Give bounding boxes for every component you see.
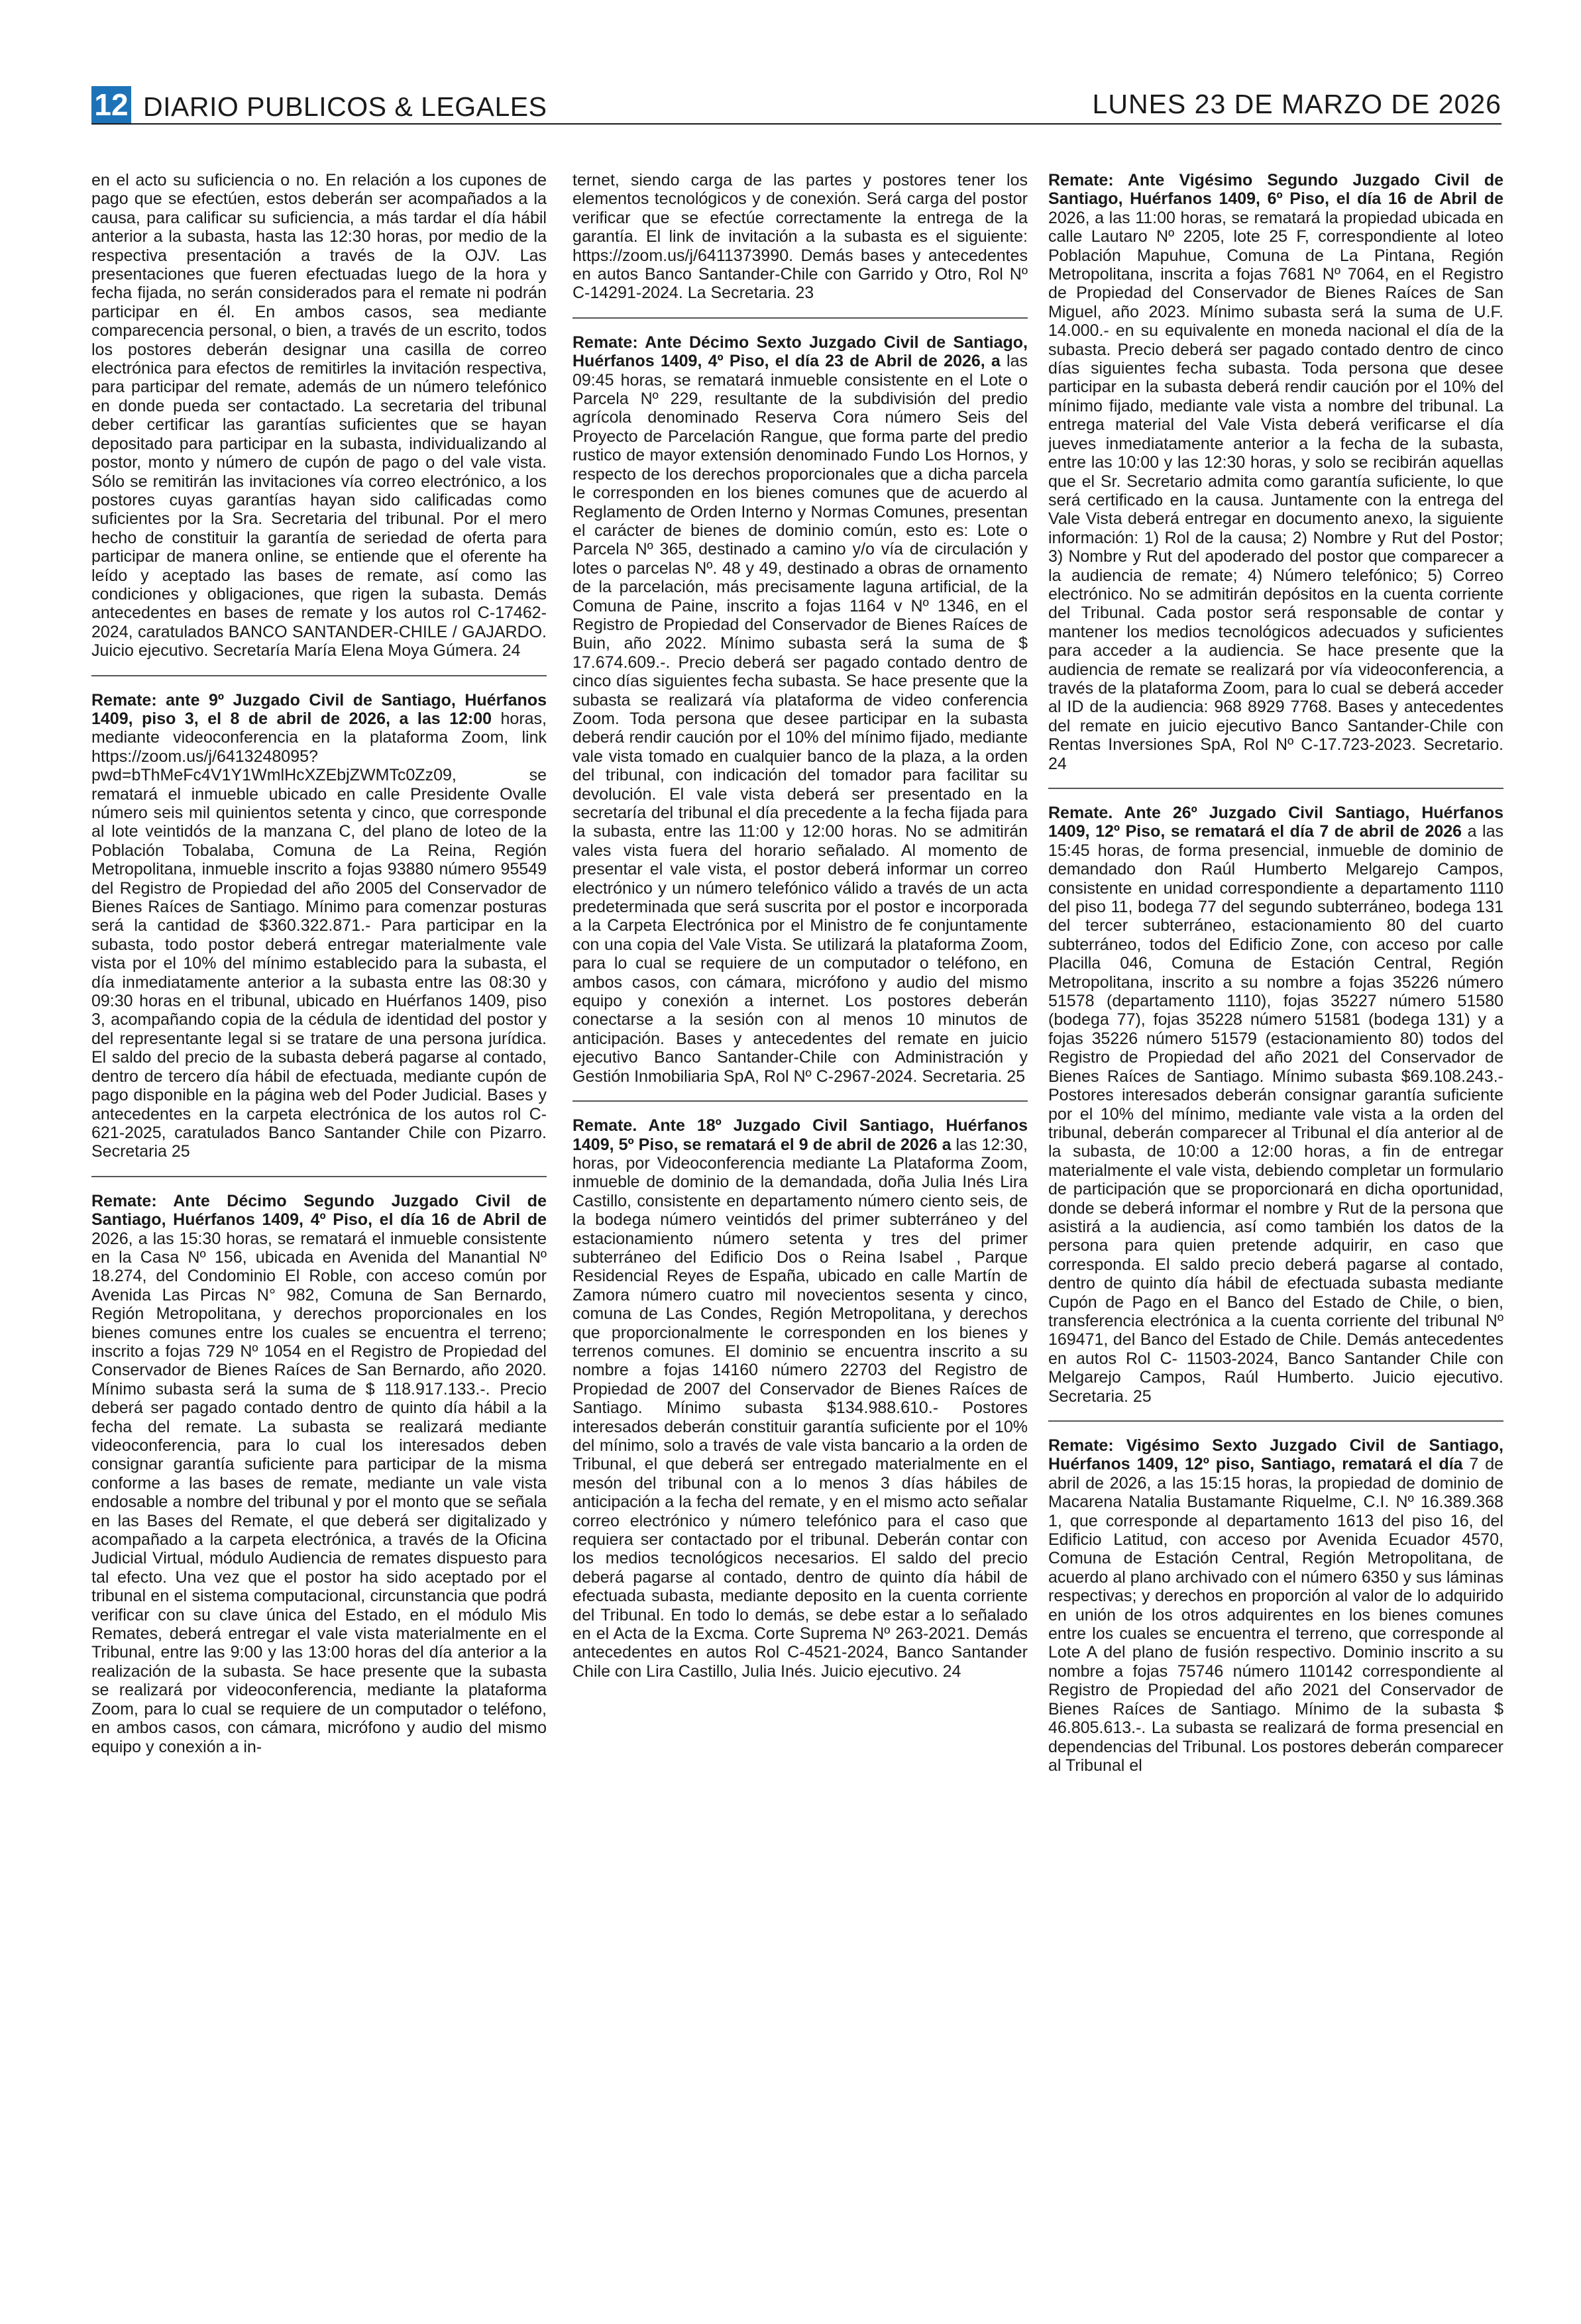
notice-continued: en el acto su suficiencia o no. En relación a los cupones de pago que se efectúen, estos deberán ser acompañados a la causa, para calificar su suficiencia, a más tardar el día hábil anterior a la subasta, hasta las 12:30 horas, por medio de la respectiva presentación a través de la OJV. Las presentaciones que fueren efectuadas luego de la hora y fecha fijada, no serán considerados para el remate ni podrán participar en él. En ambos casos, sea mediante comparecencia personal, o bien, a través de un escrito, todos los postores deberán designar una casilla de correo electrónica para efectos de remitirles la invitación respectiva, para participar del remate, además de un número telefónico en donde pueda ser contactado. La secretaria del tribunal deber certificar las garantías suficientes que se hayan depositado para participar en la subasta, individualizando al postor, monto y número de cupón de pago o del vale vista. Sólo se remitirán las invitaciones vía correo electrónico, a los postores cuyas garantías hayan sido calificadas como suficientes por la Sra. Secretaria del tribunal. Por el mero hecho de constituir la garantía de seriedad de oferta para participar de manera online, se entiende que el oferente ha leído y aceptado las bases de remate, así como las condiciones y obligaciones, que rigen la subasta. Demás antecedentes en bases de remate y los autos rol C-17462-2024, caratulados BANCO SANTANDER-CHILE / GAJARDO. Juicio ejecutivo. Secretaría María Elena Moya Gúmera. 24 <box>91 171 547 660</box>
notice-heading: Remate: Vigésimo Sexto Juzgado Civil de Santiago, Huérfanos 1409, 12º piso, Santiago, rematará el día <box>1048 1436 1503 1474</box>
header-rule <box>91 123 1501 125</box>
notice-heading: Remate: Ante Décimo Sexto Juzgado Civil de Santiago, Huérfanos 1409, 4º Piso, el día 23 de Abril de 2026, a <box>572 333 1028 371</box>
notice-separator <box>572 317 1028 319</box>
notice-remate-9-juzgado <box>91 691 547 1161</box>
notice-body: a las 15:45 horas, de forma presencial, inmueble de dominio de demandado don Raúl Humberto Melgarejo Campos, consistente en unidad correspondiente a departamento 1110 del piso 11, bodega 77 del segundo subterráneo, bodega 131 del tercer subterráneo, estacionamiento 80 del cuarto subterráneo, todos del Edificio Zone, con acceso por calle Placilla 046, Comuna de Estación Central, Región Metropolitana, inscrito a su nombre a fojas 35226 número 51578 (departamento 1110), fojas 35227 número 51580 (bodega 77), fojas 35228 número 51581 (bodega 131) y a fojas 35226 número 51579 (estacionamiento 80) todos del Registro de Propiedad del año 2021 del Conservador de Bienes Raíces de Santiago. Mínimo subasta $69.108.243.- Postores interesados deberán consignar garantía suficiente por el 10% del mínimo, mediante vale vista a la orden del tribunal, deberán comparecer al Tribunal el día anterior al de la subasta, de 10:00 a 12:00 horas, a fin de entregar materialmente el vale vista, debiendo completar un formulario de participación que se proporcionará en dicha oportunidad, donde se deberá informar el nombre y Rut de la persona que asistirá a la audiencia, así como también los datos de la persona para quien pretende adquirir, en caso que corresponda. El saldo precio deberá pagarse al contado, dentro de quinto día hábil de efectuada subasta mediante Cupón de Pago en el Banco del Estado de Chile, o bien, transferencia electrónica a la cuenta corriente del tribunal Nº 169471, del Banco del Estado de Chile. Demás antecedentes en autos Rol C- 11503-2024, Banco Santander Chile con Melgarejo Campos, Raúl Humberto. Juicio ejecutivo. Secretaria. 25 <box>1048 822 1503 1406</box>
notice-body: las 09:45 horas, se rematará inmueble consistente en el Lote o Parcela Nº 229, resultante de la subdivisión del predio agrícola denominado Reserva Cora número Seis del Proyecto de Parcelación Rangue, que forma parte del predio rustico de mayor extensión denominado Fundo Los Hornos, y respecto de los derechos proporcionales que a dicha parcela le corresponden en los bienes comunes que de acuerdo al Reglamento de Orden Interno y Normas Comunes, presentan el carácter de bienes de dominio común, esto es: Lote o Parcela Nº 365, destinado a camino y/o vía de circulación y lotes o parcelas Nº. 48 y 49, destinado a obras de ornamento de la parcelación, más precisamente laguna artificial, de la Comuna de Paine, inscrito a fojas 1164 v Nº 1346, en el Registro de Propiedad del Conservador de Bienes Raíces de Buin, año 2022. Mínimo subasta será la suma de $ 17.674.609.-. Precio deberá ser pagado contado dentro de cinco días siguientes fecha subasta. Se hace presente que la subasta se realizará vía plataforma de video conferencia Zoom. Toda persona que desee participar en la subasta deberá rendir caución por el 10% del mínimo fijado, mediante vale vista tomado en cualquier banco de la plaza, a la orden del tribunal, con indicación del tomador para facilitar su devolución. El vale vista deberá ser presentado en la secretaría del tribunal el día precedente a la fecha fijada para la subasta, entre las 11:00 y 12:00 horas. No se admitirán vales vista fuera del horario señalado. Al momento de presentar el vale vista, el postor deberá informar un correo electrónico y un número telefónico válido a través de un acta predeterminada que será suscrita por el postor e incorporada a la Carpeta Electrónica por el Ministro de fe conjuntamente con una copia del Vale Vista. Se utilizará la plataforma Zoom, para lo cual se requiere de un computador o teléfono, en ambos casos, con cámara, micrófono y audio del mismo equipo y conexión a internet. Los postores deberán conectarse a la sesión con al menos 10 minutos de anticipación. Bases y antecedentes del remate en juicio ejecutivo Banco Santander-Chile con Administración y Gestión Inmobiliaria SpA, Rol Nº C-2967-2024. Secretaria. 25 <box>572 352 1028 1086</box>
publication-name: DIARIO PUBLICOS & LEGALES <box>143 91 547 122</box>
notice-remate-12-juzgado <box>91 1192 547 1756</box>
notice-body: 7 de abril de 2026, a las 15:15 horas, la propiedad de dominio de Macarena Natalia Bustamante Riquelme, C.I. Nº 16.389.368 1, que corresponde al departamento 1613 del piso 16, del Edificio Latitud, con acceso por Avenida Ecuador 4570, Comuna de Estación Central, Región Metropolitana, de acuerdo al plano archivado con el número 6350 y sus láminas respectivas; y derechos en proporción al valor de lo adquirido en unión de los otros adquirentes en los bienes comunes entre los cuales se encuentra el terreno, que corresponde al Lote A del plano de fusión respectivo. Dominio inscrito a su nombre a fojas 75746 número 110142 correspondiente al Registro de Propiedad del año 2021 del Conservador de Bienes Raíces de Santiago. Mínimo de la subasta $ 46.805.613.-. La subasta se realizará de forma presencial en dependencias del Tribunal. Los postores deberán comparecer al Tribunal el <box>1048 1455 1503 1775</box>
notice-separator <box>91 675 547 676</box>
notice-heading: Remate: ante 9º Juzgado Civil de Santiago, Huérfanos 1409, piso 3, el 8 de abril de 2026, a las 12:00 <box>91 690 547 728</box>
column-3 <box>1048 171 1503 2291</box>
notice-remate-16-juzgado <box>572 333 1028 1086</box>
notice-body: horas, mediante videoconferencia en la plataforma Zoom, link https://zoom.us/j/6413248095?pwd=bThMeFc4V1Y1WmlHcXZEbjZWMTc0Zz09, se rematará el inmueble ubicado en calle Presidente Ovalle número seis mil quinientos setenta y cinco, que corresponde al lote veintidós de la manzana C, del plano de loteo de la Población Tobalaba, Comuna de La Reina, Región Metropolitana, inmueble inscrito a fojas 93880 número 95549 del Registro de Propiedad del año 2005 del Conservador de Bienes Raíces de Santiago. Mínimo para comenzar posturas será la cantidad de $360.322.871.- Para participar en la subasta, todo postor deberá entregar materialmente vale vista por el 10% del mínimo establecido para la subasta, el día inmediatamente anterior a la subasta entre las 08:30 y 09:30 horas en el tribunal, ubicado en Huérfanos 1409, piso 3, acompañando copia de la cédula de identidad del postor y del representante legal si se tratare de una persona jurídica. El saldo del precio de la subasta deberá pagarse al contado, dentro de tercero día hábil de efectuada, mediante cupón de pago disponible en la página web del Poder Judicial. Bases y antecedentes en la carpeta electrónica de los autos rol C-621-2025, caratulados Banco Santander Chile con Pizarro. Secretaria 25 <box>91 709 547 1161</box>
notice-heading: Remate: Ante Vigésimo Segundo Juzgado Civil de Santiago, Huérfanos 1409, 6º Piso, el día 16 de Abril de <box>1048 171 1503 209</box>
page-header <box>91 82 1501 123</box>
notice-remate-26-juzgado <box>1048 804 1503 1406</box>
notice-separator <box>572 1100 1028 1102</box>
notice-separator <box>91 1176 547 1177</box>
notice-remate-22-juzgado <box>1048 171 1503 773</box>
notice-body: 2026, a las 15:30 horas, se rematará el inmueble consistente en la Casa Nº 156, ubicada en Avenida del Manantial Nº 18.274, del Condominio El Roble, con acceso común por Avenida Las Pircas N° 982, Comuna de San Bernardo, Región Metropolitana, y derechos proporcionales en los bienes comunes entre los cuales se encuentra el terreno; inscrito a fojas 729 Nº 1054 en el Registro de Propiedad del Conservador de Bienes Raíces de San Bernardo, año 2020. Mínimo subasta será la suma de $ 118.917.133.-. Precio deberá ser pagado contado dentro de quinto día hábil a la fecha del remate. La subasta se realizará mediante videoconferencia, para lo cual los interesados deben consignar garantía suficiente para participar de la misma conforme a las bases de remate, mediante un vale vista endosable a nombre del tribunal y por el monto que se señala en las Bases del Remate, el que deberá ser digitalizado y acompañado a la carpeta electrónica, a través de la Oficina Judicial Virtual, módulo Audiencia de remates dispuesto para tal efecto. Una vez que el postor ha sido aceptado por el tribunal en el sistema computacional, circunstancia que podrá verificar con su clave única del Estado, en el módulo Mis Remates, deberá entregar el vale vista materialmente en el Tribunal, entre las 9:00 y las 13:00 horas del día anterior a la realización de la subasta. Se hace presente que la subasta se realizará por videoconferencia, mediante la plataforma Zoom, para lo cual se requiere de un computador o teléfono, en ambos casos, con cámara, micrófono y audio del mismo equipo y conexión a in- <box>91 1229 547 1756</box>
column-1 <box>91 171 547 2291</box>
notice-remate-18-juzgado <box>572 1116 1028 1681</box>
notice-heading: Remate. Ante 26º Juzgado Civil Santiago, Huérfanos 1409, 12º Piso, se rematará el día 7 de abril de 2026 <box>1048 804 1503 841</box>
notice-heading: Remate. Ante 18º Juzgado Civil Santiago, Huérfanos 1409, 5º Piso, se rematará el 9 de abril de 2026 a <box>572 1116 1028 1154</box>
publication-date: LUNES 23 DE MARZO DE 2026 <box>1092 89 1501 119</box>
page-number: 12 <box>91 86 131 123</box>
notice-separator <box>1048 788 1503 789</box>
column-2 <box>572 171 1028 2291</box>
notice-heading: Remate: Ante Décimo Segundo Juzgado Civil de Santiago, Huérfanos 1409, 4º Piso, el día 16 de Abril de <box>91 1191 547 1230</box>
notice-body: 2026, a las 11:00 horas, se rematará la propiedad ubicada en calle Lautaro Nº 2205, lote 25 F, correspondiente al loteo Población Mapuhue, Comuna de La Pintana, Región Metropolitana, inscrita a fojas 7681 Nº 7064, en el Registro de Propiedad del Conservador de Bienes Raíces de San Miguel, año 2023. Mínimo subasta será la suma de U.F. 14.000.- en su equivalente en moneda nacional el día de la subasta. Precio deberá ser pagado contado dentro de cinco días siguientes fecha subasta. Toda persona que desee participar en la subasta deberá rendir caución por el 10% del mínimo fijado, mediante vale vista a nombre del tribunal. La entrega material del Vale Vista deberá verificarse el día jueves inmediatamente anterior a la fecha de la subasta, entre las 10:00 y las 12:30 horas, y solo se recibirán aquellas que el Sr. Secretario admita como garantía suficiente, lo que será certificado en la causa. Juntamente con la entrega del Vale Vista deberá entregar en documento anexo, la siguiente información: 1) Rol de la causa; 2) Nombre y Rut del Postor; 3) Nombre y Rut del apoderado del postor que comparecer a la audiencia de remate; 4) Número telefónico; 5) Correo electrónico. No se admitirán depósitos en la cuenta corriente del Tribunal. Cada postor será responsable de contar y mantener los medios tecnológicos adecuados y suficientes para acceder a la audiencia. Se hace presente que la audiencia de remate se realizará por vía videoconferencia, a través de la plataforma Zoom, para lo cual se deberá acceder al ID de la audiencia: 968 8929 7768. Bases y antecedentes del remate en juicio ejecutivo Banco Santander-Chile con Rentas Inversiones SpA, Rol Nº C-17.723-2023. Secretario. 24 <box>1048 208 1503 773</box>
notice-body: las 12:30, horas, por Videoconferencia mediante La Plataforma Zoom, inmueble de dominio de la demandada, doña Julia Inés Lira Castillo, consistente en departamento número ciento seis, de la bodega número veintidós del primer subterráneo y del estacionamiento número setenta y tres del primer subterráneo del Edificio Dos o Reina Isabel , Parque Residencial Reyes de España, ubicado en calle Martín de Zamora número cuatro mil novecientos sesenta y cinco, comuna de Las Condes, Región Metropolitana, y derechos que proporcionalmente le corresponden en los bienes y terrenos comunes. El dominio se encuentra inscrito a su nombre a fojas 14160 número 22703 del Registro de Propiedad de 2007 del Conservador de Bienes Raíces de Santiago. Mínimo subasta $134.988.610.- Postores interesados deberán constituir garantía suficiente por el 10% del mínimo, solo a través de vale vista bancario a la orden de Tribunal, el que deberá ser entregado materialmente en el mesón del tribunal con a lo menos 3 días hábiles de anticipación a la fecha del remate, y en el mismo acto señalar correo electrónico y número telefónico para el caso que requiera ser contactado por el tribunal. Deberán contar con los medios tecnológicos necesarios. El saldo del precio deberá pagarse al contado, dentro de quinto día hábil de efectuada subasta, mediante deposito en la cuenta corriente del Tribunal. En todo lo demás, se debe estar a lo señalado en el Acta de la Excma. Corte Suprema Nº 263-2021. Demás antecedentes en autos Rol C-4521-2024, Banco Santander Chile con Lira Castillo, Julia Inés. Juicio ejecutivo. 24 <box>572 1135 1028 1681</box>
notice-continued: ternet, siendo carga de las partes y postores tener los elementos tecnológicos y de conexión. Será carga del postor verificar que se efectúe correctamente la entrega de la garantía. El link de invitación a la subasta es el siguiente: https://zoom.us/j/6411373990. Demás bases y antecedentes en autos Banco Santander-Chile con Garrido y Otro, Rol Nº C-14291-2024. La Secretaria. 23 <box>572 171 1028 303</box>
notice-remate-26-juzgado-b <box>1048 1436 1503 1775</box>
notice-separator <box>1048 1420 1503 1422</box>
